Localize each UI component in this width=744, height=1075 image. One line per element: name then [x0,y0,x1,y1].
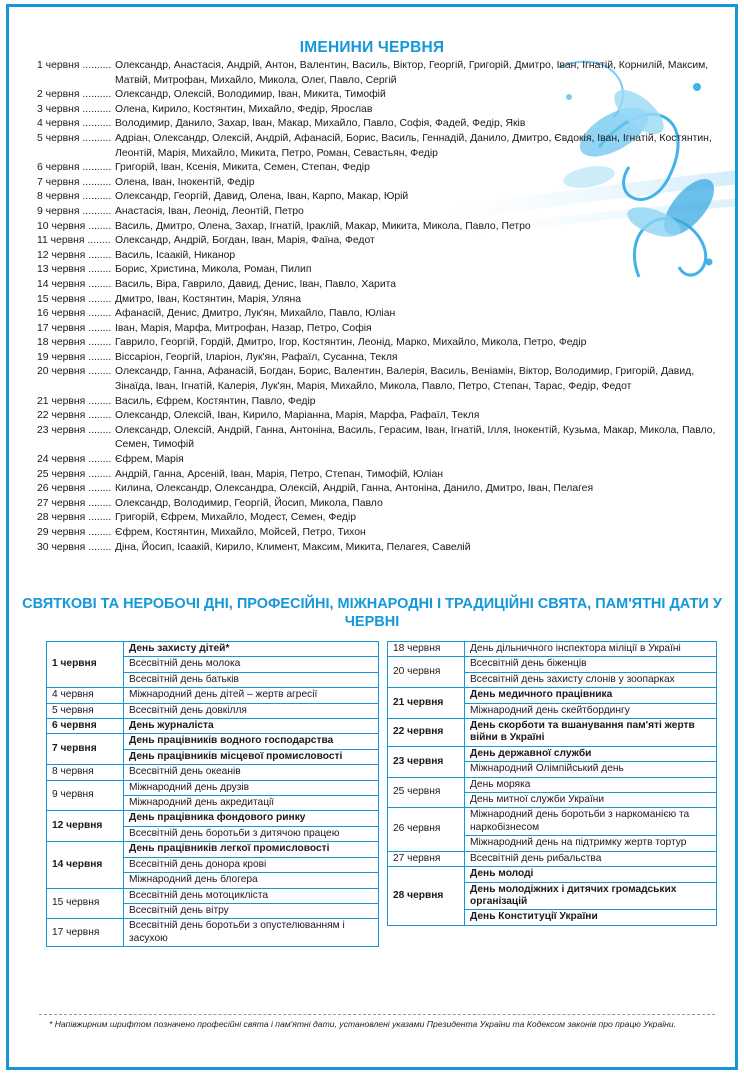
holiday-event: Міжнародний Олімпійський день [465,762,717,777]
footnote-divider [39,1014,715,1015]
nameday-row [37,103,717,118]
nameday-date: 7 червня ..... [37,176,111,191]
nameday-row [37,424,717,453]
nameday-date: 24 червня ..... [37,453,111,468]
nameday-date: 23 червня ..... [37,424,111,453]
holiday-row [388,867,717,882]
nameday-row [37,453,717,468]
holiday-event: Міжнародний день боротьби з наркоманією та наркобізнесом [465,808,717,836]
nameday-row [37,526,717,541]
holiday-event: Всесвітній день вітру [124,903,379,918]
footnote: * Напівжирним шрифтом позначено професійні свята і пам'ятні дати, установлені указами Президента України та Кодексом законів про працю України. [49,1019,677,1029]
nameday-row [37,220,717,235]
nameday-row [37,263,717,278]
holiday-event: День скорботи та вшанування пам'яті жертв війни в Україні [465,719,717,747]
holiday-date: 17 червня [47,919,124,947]
nameday-row [37,511,717,526]
nameday-names: Василь, Віра, Гаврило, Давид, Денис, Іван, Павло, Харита [115,278,397,290]
holiday-event: Міжнародний день дітей – жертв агресії [124,688,379,703]
nameday-date: 4 червня ..... [37,117,111,132]
holiday-row [388,688,717,703]
nameday-row [37,132,717,161]
holiday-date: 23 червня [388,746,465,777]
nameday-names: Олександр, Володимир, Георгій, Йосип, Микола, Павло [115,497,383,509]
holiday-date: 6 червня [47,719,124,734]
holiday-row [47,919,379,947]
holiday-row [388,657,717,672]
nameday-date: 12 червня ..... [37,249,111,264]
holiday-event: Всесвітній день батьків [124,672,379,687]
holiday-date: 18 червня [388,642,465,657]
nameday-date: 5 червня ..... [37,132,111,161]
holiday-event: Всесвітній день довкілля [124,703,379,718]
nameday-row [37,497,717,512]
nameday-date: 15 червня ..... [37,293,111,308]
nameday-date: 29 червня ..... [37,526,111,541]
holiday-date: 12 червня [47,811,124,842]
holiday-row [388,808,717,836]
holiday-event: День державної служби [465,746,717,761]
holiday-date: 5 червня [47,703,124,718]
nameday-row [37,176,717,191]
holiday-row [47,642,379,657]
nameday-row [37,482,717,497]
nameday-names: Олена, Кирило, Костянтин, Михайло, Федір, Ярослав [115,103,373,115]
nameday-row [37,293,717,308]
nameday-date: 25 червня ..... [37,468,111,483]
holiday-date: 14 червня [47,842,124,888]
holiday-row [47,780,379,795]
nameday-names: Олена, Іван, Інокентій, Федір [115,176,255,188]
holidays-table-right [387,641,717,926]
holidays-table-left [46,641,379,947]
nameday-date: 14 червня ..... [37,278,111,293]
nameday-row [37,541,717,556]
holiday-event: День Конституції України [465,910,717,925]
nameday-names: Олександр, Олексій, Володимир, Іван, Микита, Тимофій [115,89,386,101]
holiday-event: День дільничного інспектора міліції в Україні [465,642,717,657]
nameday-names: Єфрем, Марія [115,454,184,466]
nameday-date: 1 червня ..... [37,59,111,88]
holiday-event: Всесвітній день донора крові [124,857,379,872]
nameday-row [37,161,717,176]
nameday-names: Олександр, Олексій, Іван, Кирило, Маріанна, Марія, Марфа, Рафаїл, Текля [115,410,480,422]
holiday-date: 27 червня [388,851,465,866]
nameday-date: 27 червня ..... [37,497,111,512]
nameday-date: 18 червня ..... [37,336,111,351]
nameday-date: 16 червня ..... [37,307,111,322]
holiday-date: 26 червня [388,808,465,851]
holiday-row [47,734,379,749]
nameday-row [37,278,717,293]
nameday-names: Адріан, Олександр, Олексій, Андрій, Афанасій, Борис, Василь, Геннадій, Данило, Дмитро, Євдокія, Іван, Ігнатій, Костянтин, Леонтій, Марія, Михайло, Микита, Петро, Роман, Севастьян, Федір [115,132,712,159]
nameday-names: Анастасія, Іван, Леонід, Леонтій, Петро [115,205,304,217]
holiday-row [388,746,717,761]
nameday-date: 22 червня ..... [37,409,111,424]
nameday-date: 11 червня ..... [37,234,111,249]
holiday-event: День молоді [465,867,717,882]
page-frame [6,4,738,1070]
nameday-date: 10 червня ..... [37,220,111,235]
nameday-date: 2 червня ..... [37,88,111,103]
nameday-names: Василь, Єфрем, Костянтин, Павло, Федір [115,395,316,407]
holiday-row [47,811,379,826]
holiday-date: 1 червня [47,642,124,688]
nameday-names: Килина, Олександр, Олександра, Олексій, Андрій, Ганна, Антоніна, Данило, Дмитро, Іван, Пелагея [115,483,594,495]
holiday-date: 4 червня [47,688,124,703]
holiday-row [388,851,717,866]
holiday-date: 8 червня [47,765,124,780]
nameday-names: Олександр, Андрій, Богдан, Іван, Марія, Фаїна, Федот [115,235,375,247]
nameday-names: Олександр, Ганна, Афанасій, Богдан, Борис, Валентин, Валерія, Василь, Веніамін, Віктор, Володимир, Григорій, Давид, Зінаїда, Іван, Ігнатій, Калерія, Лук'ян, Марія, Михайло, Микола, Павло, Петро, Степан, Тарас, Федір, Федот [115,366,695,393]
holiday-date: 22 червня [388,719,465,747]
holiday-event: День медичного працівника [465,688,717,703]
nameday-date: 26 червня ..... [37,482,111,497]
nameday-date: 8 червня ..... [37,190,111,205]
holiday-event: Міжнародний день акредитації [124,796,379,811]
nameday-date: 20 червня ..... [37,365,111,394]
nameday-date: 21 червня ..... [37,395,111,410]
holiday-event: День моряка [465,777,717,792]
nameday-date: 6 червня ..... [37,161,111,176]
nameday-date: 17 червня ..... [37,322,111,337]
holiday-event: День працівника фондового ринку [124,811,379,826]
holiday-event: Міжнародний день на підтримку жертв тортур [465,836,717,851]
holiday-event: Всесвітній день океанів [124,765,379,780]
nameday-names: Григорій, Іван, Ксенія, Микита, Семен, Степан, Федір [115,162,370,174]
nameday-names: Гаврило, Георгій, Гордій, Дмитро, Ігор, Костянтин, Леонід, Марко, Михайло, Микола, Петро, Федір [115,337,587,349]
holiday-event: Всесвітній день захисту слонів у зоопарках [465,672,717,687]
nameday-names: Борис, Христина, Микола, Роман, Пилип [115,264,312,276]
holiday-date: 28 червня [388,867,465,926]
nameday-date: 28 червня ..... [37,511,111,526]
holiday-row [388,719,717,747]
nameday-row [37,365,717,394]
nameday-names: Діна, Йосип, Ісаакій, Кирило, Климент, Максим, Микита, Пелагея, Савелій [115,541,471,553]
holiday-event: Міжнародний день друзів [124,780,379,795]
nameday-date: 19 червня ..... [37,351,111,366]
holiday-event: Всесвітній день боротьби з дитячою працею [124,826,379,841]
holiday-event: День захисту дітей* [124,642,379,657]
holiday-event: Всесвітній день молока [124,657,379,672]
holiday-event: День працівників легкої промисловості [124,842,379,857]
holiday-event: День журналіста [124,719,379,734]
nameday-row [37,307,717,322]
holiday-row [47,703,379,718]
nameday-names: Олександр, Анастасія, Андрій, Антон, Валентин, Василь, Віктор, Георгій, Григорій, Дмитро, Іван, Ігнатій, Корнилій, Максим, Матвій, Митрофан, Михайло, Микола, Олег, Павло, Сергій [115,60,709,86]
holiday-date: 21 червня [388,688,465,719]
nameday-names: Олександр, Олексій, Андрій, Ганна, Антоніна, Василь, Герасим, Іван, Ігнатій, Ілля, Інокентій, Кузьма, Макар, Микола, Павло, Семен, Тимофій [115,424,716,451]
nameday-row [37,117,717,132]
holiday-row [388,642,717,657]
nameday-names: Дмитро, Іван, Костянтин, Марія, Уляна [115,293,302,305]
namedays-title: ІМЕНИНИ ЧЕРВНЯ [299,39,445,56]
nameday-date: 3 червня ..... [37,103,111,118]
nameday-row [37,409,717,424]
holiday-event: Всесвітній день боротьби з опустелюванням і засухою [124,919,379,947]
holiday-event: День працівників водного господарства [124,734,379,749]
nameday-row [37,249,717,264]
nameday-row [37,395,717,410]
nameday-row [37,88,717,103]
holidays-title: СВЯТКОВІ ТА НЕРОБОЧІ ДНІ, ПРОФЕСІЙНІ, МІЖНАРОДНІ І ТРАДИЦІЙНІ СВЯТА, ПАМ'ЯТНІ ДАТИ У ЧЕРВНІ [22,596,722,630]
holiday-event: Міжнародний день скейтбордингу [465,703,717,718]
nameday-names: Григорій, Єфрем, Михайло, Модест, Семен, Федір [115,512,357,524]
nameday-names: Іван, Марія, Марфа, Митрофан, Назар, Петро, Софія [115,322,372,334]
namedays-list [37,59,717,555]
holiday-row [47,888,379,903]
holiday-row [47,688,379,703]
nameday-row [37,190,717,205]
holiday-event: День митної служби України [465,793,717,808]
nameday-names: Єфрем, Костянтин, Михайло, Мойсей, Петро, Тихон [115,527,366,538]
nameday-names: Віссаріон, Георгій, Іларіон, Лук'ян, Рафаїл, Сусанна, Текля [115,351,398,363]
holiday-date: 15 червня [47,888,124,919]
nameday-row [37,59,717,88]
nameday-names: Афанасій, Денис, Дмитро, Лук'ян, Михайло, Павло, Юліан [115,308,396,320]
holiday-date: 25 червня [388,777,465,808]
holiday-date: 9 червня [47,780,124,811]
holiday-row [47,719,379,734]
holiday-event: День працівників місцевої промисловості [124,749,379,764]
holiday-event: Всесвітній день рибальства [465,851,717,866]
nameday-names: Василь, Дмитро, Олена, Захар, Ігнатій, Іраклій, Макар, Микита, Микола, Павло, Петро [115,220,531,232]
holiday-row [47,842,379,857]
nameday-names: Олександр, Георгій, Давид, Олена, Іван, Карпо, Макар, Юрій [115,191,409,203]
holiday-date: 20 червня [388,657,465,688]
holiday-date: 7 червня [47,734,124,765]
nameday-row [37,351,717,366]
holiday-event: Всесвітній день біженців [465,657,717,672]
nameday-date: 13 червня ..... [37,263,111,278]
nameday-names: Андрій, Ганна, Арсеній, Іван, Марія, Петро, Степан, Тимофій, Юліан [115,468,443,480]
holiday-event: Всесвітній день мотоцикліста [124,888,379,903]
nameday-row [37,322,717,337]
nameday-row [37,205,717,220]
nameday-names: Василь, Ісаакій, Никанор [115,249,236,261]
nameday-date: 9 червня ..... [37,205,111,220]
holiday-event: День молодіжних і дитячих громадських організацій [465,882,717,910]
holiday-event: Міжнародний день блогера [124,873,379,888]
holiday-row [47,765,379,780]
nameday-row [37,468,717,483]
nameday-names: Володимир, Данило, Захар, Іван, Макар, Михайло, Павло, Софія, Фадей, Федір, Яків [115,118,526,130]
nameday-row [37,234,717,249]
nameday-row [37,336,717,351]
holiday-row [388,777,717,792]
nameday-date: 30 червня ..... [37,541,111,556]
